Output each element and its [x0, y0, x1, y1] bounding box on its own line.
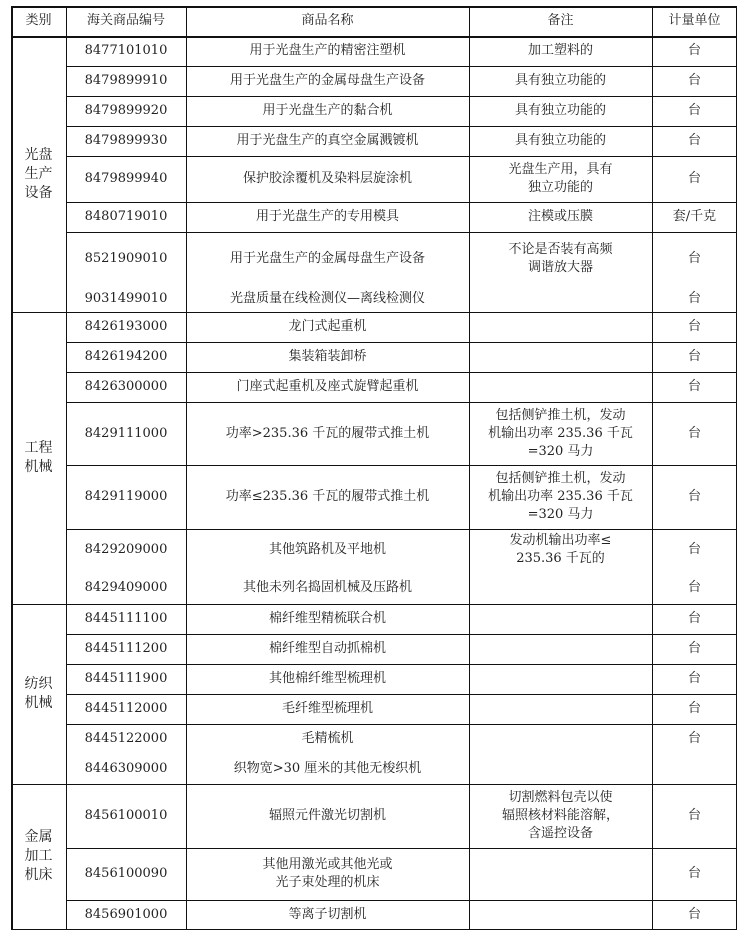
- note-cell: [469, 604, 652, 634]
- code-cell: 8429119000: [84, 489, 168, 504]
- code-cell: 8446309000: [84, 761, 168, 776]
- code-cell: 8521909010: [84, 251, 168, 266]
- note-cell: 具有独立功能的: [514, 133, 606, 148]
- unit-cell: 台: [687, 319, 701, 334]
- name-cell: 其他筑路机及平地机: [268, 542, 386, 557]
- name-cell: 用于光盘生产的黏合机: [262, 103, 393, 118]
- unit-cell: 套/千克: [672, 209, 717, 224]
- category-cell: 光盘 生产 设备: [24, 146, 53, 201]
- note-cell: [469, 342, 652, 372]
- note-cell: [469, 372, 652, 402]
- name-cell: 集装箱装卸桥: [288, 349, 367, 364]
- unit-cell: 台: [687, 43, 701, 58]
- code-cell: 8426194200: [84, 349, 168, 364]
- note-cell: 加工塑料的: [527, 43, 593, 58]
- note-cell: 具有独立功能的: [514, 103, 606, 118]
- note-cell: [469, 286, 652, 312]
- header-code: 海关商品编号: [86, 13, 165, 28]
- note-cell: 光盘生产用，具有 独立功能的: [508, 162, 613, 195]
- unit-cell: 台: [687, 808, 701, 823]
- unit-cell: 台: [687, 671, 701, 686]
- code-cell: 8456100010: [84, 808, 168, 823]
- unit-cell: 台: [687, 542, 701, 557]
- unit-cell: 台: [687, 379, 701, 394]
- code-cell: 8445111100: [84, 611, 168, 626]
- note-cell: [469, 664, 652, 694]
- header-note: 备注: [547, 13, 574, 28]
- name-cell: 棉纤维型精梳联合机: [268, 611, 386, 626]
- code-cell: 8445111200: [84, 641, 168, 656]
- unit-cell: 台: [687, 171, 701, 186]
- name-cell: 门座式起重机及座式旋臂起重机: [236, 379, 419, 394]
- note-cell: 发动机输出功率≤ 235.36 千瓦的: [509, 533, 612, 566]
- code-cell: 8445112000: [84, 701, 168, 716]
- note-cell: [469, 754, 652, 784]
- note-cell: [469, 900, 652, 929]
- name-cell: 保护胶涂覆机及染料层旋涂机: [242, 171, 412, 186]
- name-cell: 其他用激光或其他光或 光子束处理的机床: [262, 857, 393, 890]
- code-cell: 8445111900: [84, 671, 168, 686]
- code-cell: 8445122000: [84, 731, 168, 746]
- code-cell: 8456100090: [84, 866, 168, 881]
- unit-cell: 台: [687, 701, 701, 716]
- unit-cell: 台: [687, 731, 701, 746]
- note-cell: [469, 634, 652, 664]
- code-cell: 8479899940: [84, 171, 168, 186]
- name-cell: 毛纤维型梳理机: [281, 701, 373, 716]
- name-cell: 用于光盘生产的专用模具: [255, 209, 399, 224]
- code-cell: 8480719010: [84, 209, 168, 224]
- note-cell: 不论是否装有高频 调谐放大器: [508, 242, 613, 275]
- category-cell: 纺织 机械: [24, 676, 53, 711]
- name-cell: 其他未列名捣固机械及压路机: [242, 579, 412, 595]
- code-cell: 8426193000: [84, 319, 168, 334]
- unit-cell: 台: [687, 641, 701, 656]
- note-cell: 切割燃料包壳以使 辐照核材料能溶解， 含遥控设备: [501, 790, 619, 841]
- unit-cell: 台: [687, 103, 701, 118]
- code-cell: 9031499010: [84, 291, 168, 306]
- header-category: 类别: [25, 13, 52, 28]
- code-cell: 8426300000: [84, 379, 168, 394]
- unit-cell: 台: [687, 866, 701, 881]
- name-cell: 等离子切割机: [288, 906, 367, 922]
- unit-cell: 台: [687, 611, 701, 626]
- unit-cell: 台: [687, 906, 701, 922]
- unit-cell: 台: [687, 349, 701, 364]
- code-cell: 8429111000: [84, 425, 168, 441]
- name-cell: 用于光盘生产的真空金属溅镀机: [236, 133, 419, 148]
- header-unit: 计量单位: [668, 13, 721, 28]
- note-cell: [469, 694, 652, 724]
- note-cell: 包括侧铲推土机，发动 机输出功率 235.36 千瓦 =320 马力: [488, 407, 633, 459]
- category-cell: 金属 加工 机床: [24, 829, 53, 883]
- name-cell: 辐照元件激光切割机: [268, 808, 386, 823]
- category-cell: 工程 机械: [24, 440, 53, 475]
- unit-cell: 台: [687, 291, 701, 306]
- code-cell: 8479899930: [84, 133, 168, 148]
- note-cell: [469, 312, 652, 342]
- code-cell: 8477101010: [84, 43, 168, 58]
- unit-cell: 台: [687, 489, 701, 504]
- header-name: 商品名称: [301, 13, 354, 28]
- unit-cell: 台: [687, 73, 701, 88]
- name-cell: 毛精梳机: [301, 731, 354, 746]
- unit-cell: [652, 754, 737, 784]
- code-cell: 8479899910: [84, 73, 168, 88]
- commodity-table: [11, 6, 737, 930]
- name-cell: 织物宽>30 厘米的其他无梭织机: [233, 761, 422, 776]
- table-border-top: [11, 6, 737, 8]
- note-cell: [469, 571, 652, 604]
- name-cell: 用于光盘生产的精密注塑机: [249, 43, 406, 58]
- unit-cell: 台: [687, 425, 701, 441]
- code-cell: 8429209000: [84, 542, 168, 557]
- name-cell: 龙门式起重机: [288, 319, 367, 334]
- unit-cell: 台: [687, 133, 701, 148]
- name-cell: 用于光盘生产的金属母盘生产设备: [229, 251, 425, 266]
- note-cell: 注模或压膜: [527, 209, 593, 224]
- code-cell: 8429409000: [84, 579, 168, 595]
- code-cell: 8456901000: [84, 906, 168, 922]
- code-cell: 8479899920: [84, 103, 168, 118]
- name-cell: 其他棉纤维型梳理机: [268, 671, 386, 686]
- unit-cell: 台: [687, 251, 701, 266]
- name-cell: 用于光盘生产的金属母盘生产设备: [229, 73, 425, 88]
- unit-cell: 台: [687, 579, 701, 595]
- note-cell: 包括侧铲推土机，发动 机输出功率 235.36 千瓦 =320 马力: [488, 471, 633, 522]
- name-cell: 光盘质量在线检测仪—离线检测仪: [229, 291, 425, 306]
- name-cell: 棉纤维型自动抓棉机: [268, 641, 386, 656]
- name-cell: 功率>235.36 千瓦的履带式推土机: [225, 425, 430, 441]
- note-cell: 具有独立功能的: [514, 73, 606, 88]
- note-cell: [469, 724, 652, 754]
- name-cell: 功率≤235.36 千瓦的履带式推土机: [225, 489, 430, 504]
- note-cell: [469, 848, 652, 900]
